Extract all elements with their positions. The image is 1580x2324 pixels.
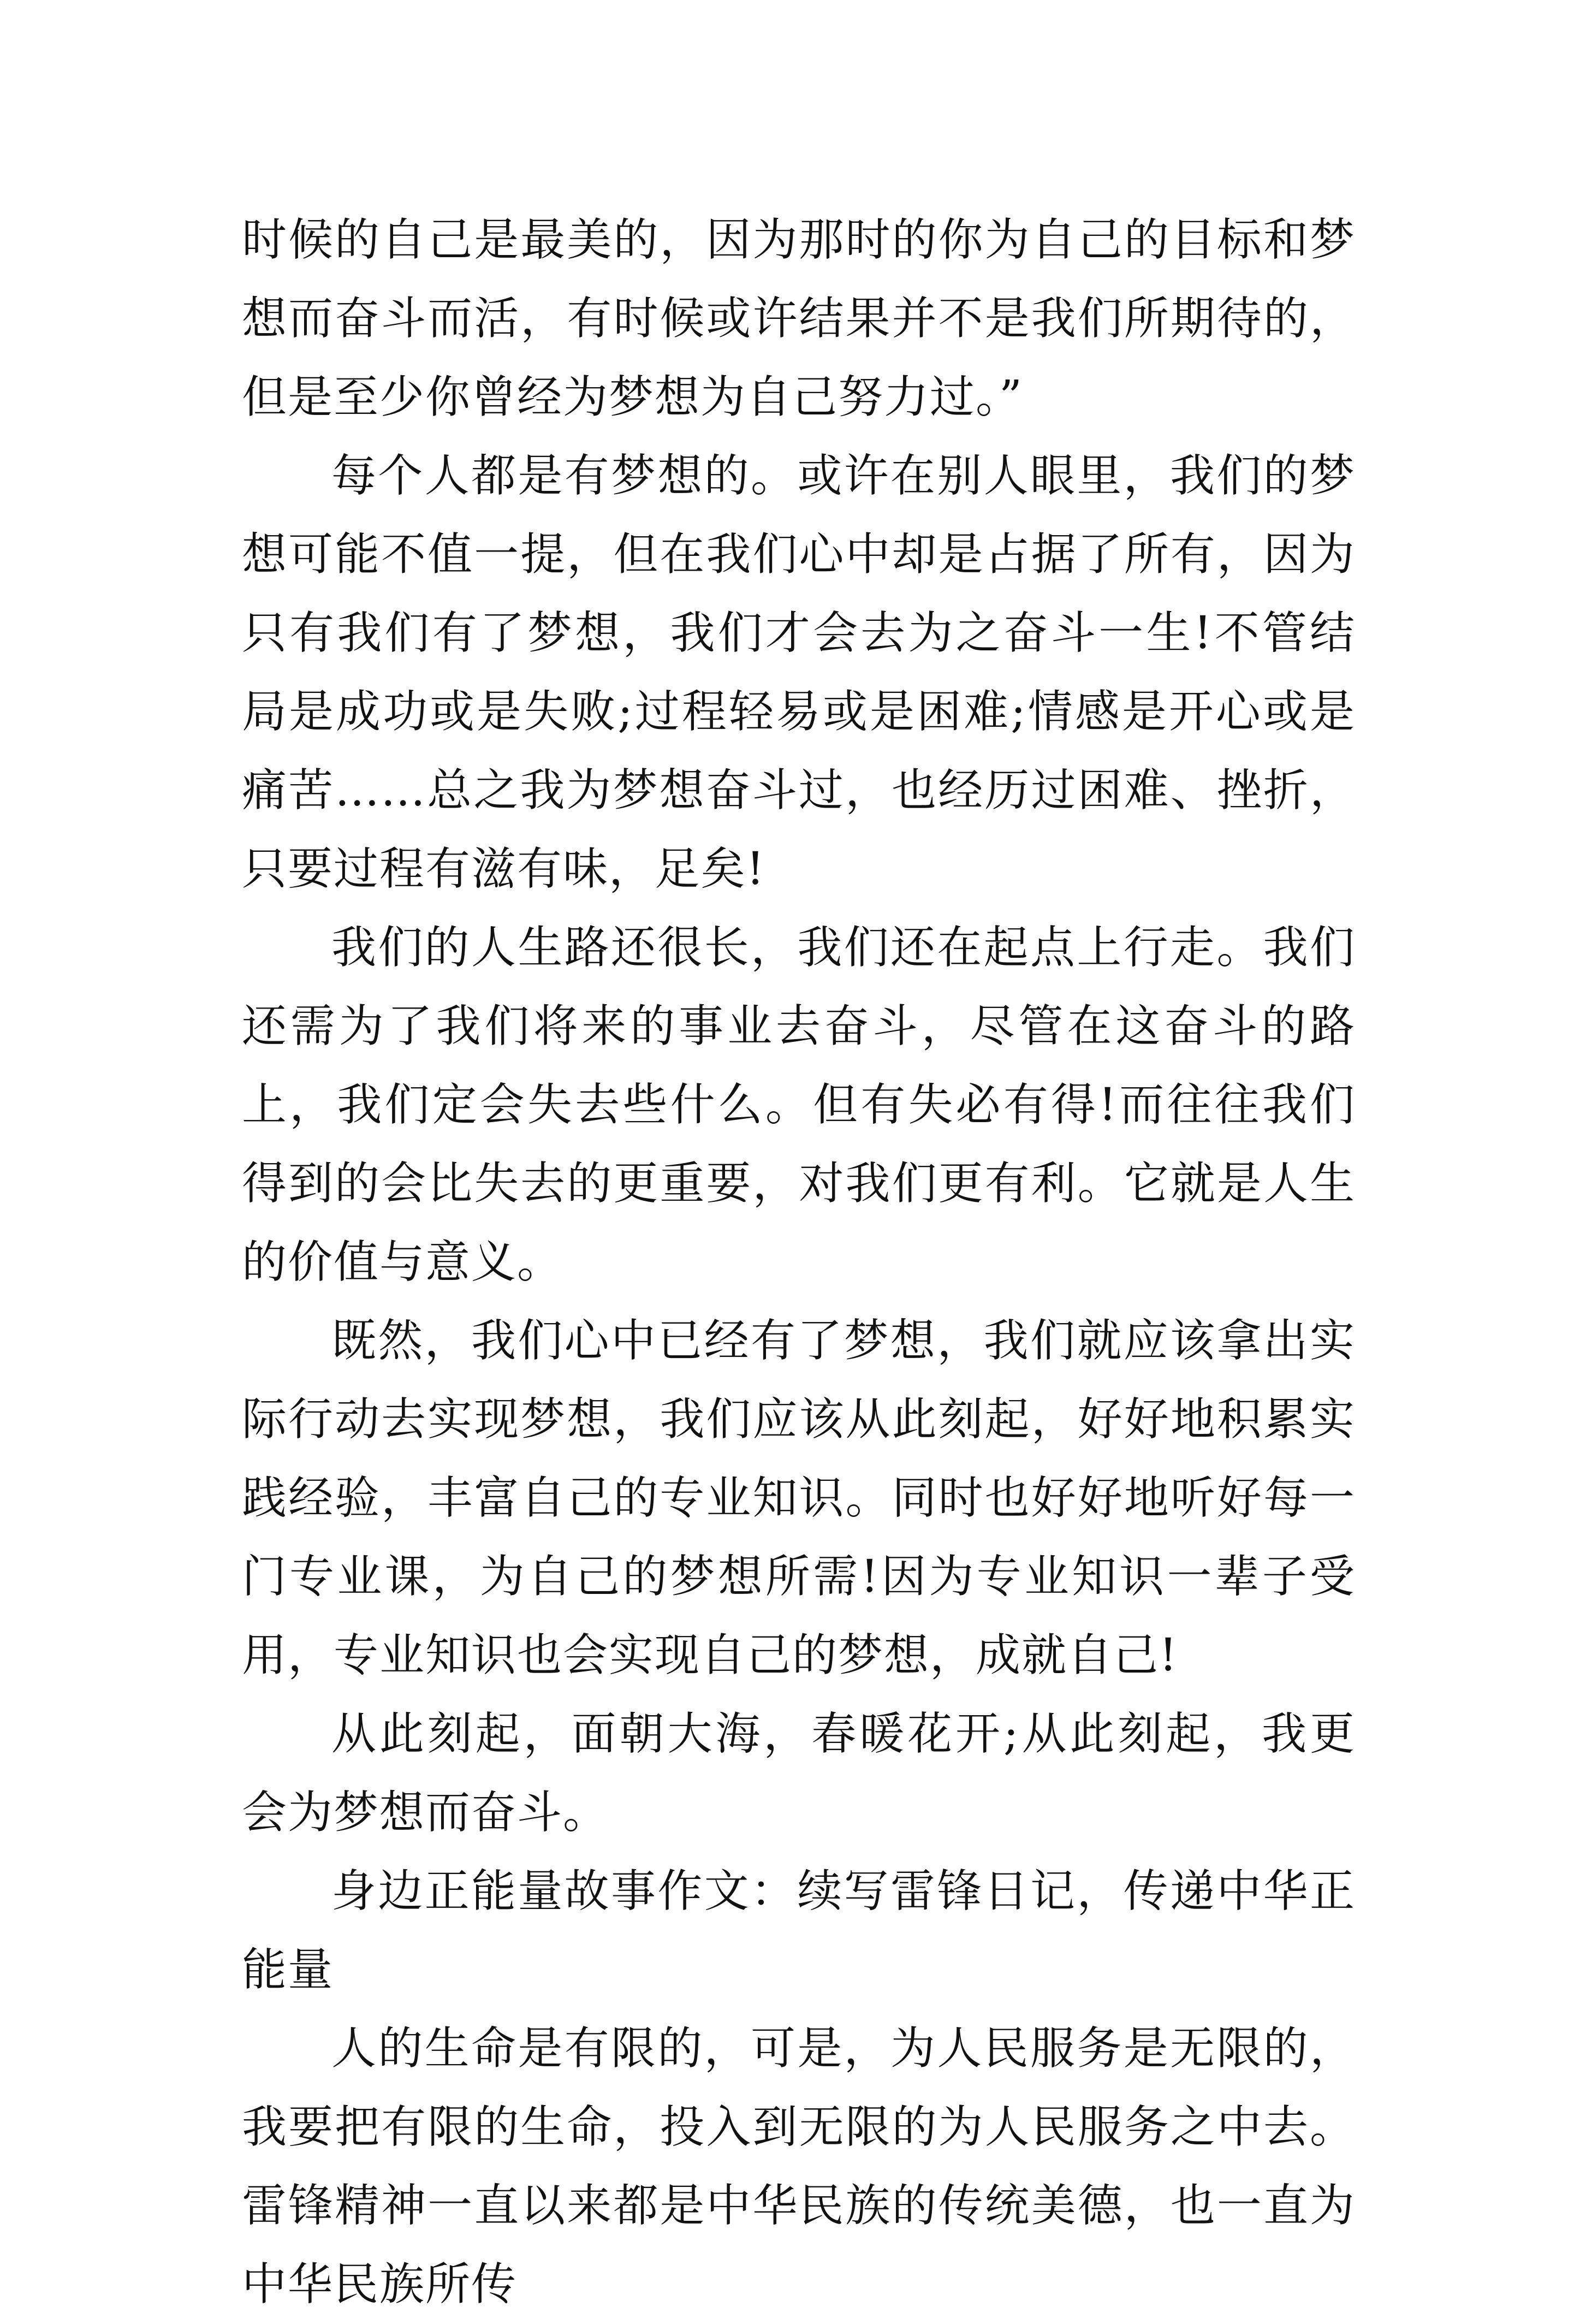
paragraph-5: 从此刻起，面朝大海，春暖花开;从此刻起，我更会为梦想而奋斗。 [242, 1708, 1356, 1839]
document-body [242, 201, 1356, 2324]
paragraph-4: 既然，我们心中已经有了梦想，我们就应该拿出实际行动去实现梦想，我们应该从此刻起，好好地积累实践经验，丰富自己的专业知识。同时也好好地听好每一门专业课，为自己的梦想所需!因为专业知识一辈子受用，专业知识也会实现自己的梦想，成就自己! [242, 1315, 1356, 1681]
paragraph-1: 时候的自己是最美的，因为那时的你为自己的目标和梦想而奋斗而活，有时候或许结果并不是我们所期待的，但是至少你曾经为梦想为自己努力过。” [242, 214, 1356, 423]
paragraph-2: 每个人都是有梦想的。或许在别人眼里，我们的梦想可能不值一提，但在我们心中却是占据了所有，因为只有我们有了梦想，我们才会去为之奋斗一生!不管结局是成功或是失败;过程轻易或是困难;情感是开心或是痛苦……总之我为梦想奋斗过，也经历过困难、挫折，只要过程有滋有味，足矣! [242, 450, 1356, 895]
section-heading: 身边正能量故事作文：续写雷锋日记，传递中华正能量 [242, 1865, 1356, 1996]
paragraph-7: 人的生命是有限的，可是，为人民服务是无限的，我要把有限的生命，投入到无限的为人民服务之中去。雷锋精神一直以来都是中华民族的传统美德，也一直为中华民族所传 [242, 2023, 1356, 2310]
paragraph-3: 我们的人生路还很长，我们还在起点上行走。我们还需为了我们将来的事业去奋斗，尽管在这奋斗的路上，我们定会失去些什么。但有失必有得!而往往我们得到的会比失去的更重要，对我们更有利。它就是人生的价值与意义。 [242, 922, 1356, 1288]
